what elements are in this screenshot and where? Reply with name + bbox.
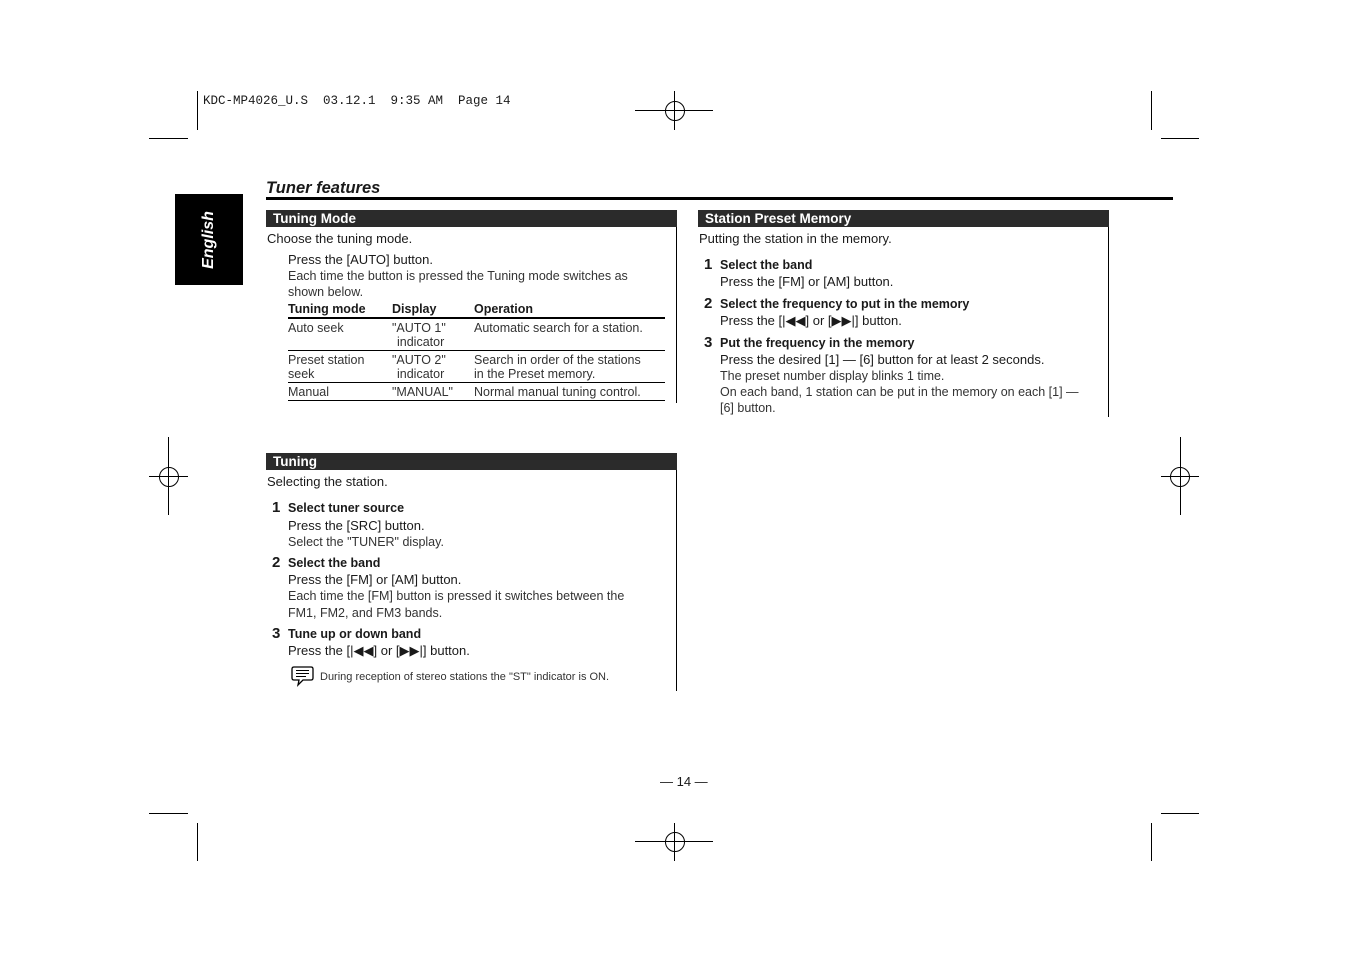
language-label: English (200, 210, 217, 269)
table-cell: Preset station seek (288, 351, 392, 383)
step-note: The preset number display blinks 1 time. (720, 369, 945, 383)
step-note: Each time the [FM] button is pressed it switches between the (288, 589, 625, 603)
step-title: Put the frequency in the memory (720, 336, 915, 350)
page-number: — 14 — (660, 774, 708, 789)
table-cell: Search in order of the stations in the Preset memory. (474, 351, 665, 383)
detail-line: Each time the button is pressed the Tuning mode switches as (288, 269, 628, 283)
step-number: 1 (704, 256, 713, 273)
table-cell: Auto seek (288, 318, 392, 351)
table-cell: "MANUAL" (392, 383, 474, 401)
page-title: Tuner features (266, 179, 381, 197)
table-header-row (288, 302, 665, 318)
table-cell: Normal manual tuning control. (474, 383, 665, 401)
section-intro: Putting the station in the memory. (699, 231, 892, 246)
section-rule (676, 470, 677, 691)
section-intro: Choose the tuning mode. (267, 231, 413, 246)
step-note: [6] button. (720, 401, 776, 415)
section-heading-tuning: Tuning (266, 453, 677, 470)
step-action: Press the [FM] or [AM] button. (720, 274, 894, 289)
table-row (288, 383, 665, 401)
step-title: Select tuner source (288, 501, 405, 515)
section-rule (676, 227, 677, 403)
section-heading-tuning-mode: Tuning Mode (266, 210, 677, 227)
section-heading-station-preset: Station Preset Memory (698, 210, 1109, 227)
step-title: Select the band (288, 556, 381, 570)
column-header: Tuning mode (288, 302, 392, 318)
step-action: Press the [FM] or [AM] button. (288, 572, 462, 587)
column-header: Operation (474, 302, 665, 318)
table-row (288, 351, 665, 383)
table-cell: "AUTO 2" indicator (392, 351, 474, 383)
step-action: Press the desired [1] — [6] button for at least 2 seconds. (720, 352, 1045, 367)
step-title: Select the band (720, 258, 813, 272)
step-number: 3 (704, 334, 713, 351)
step-number: 2 (272, 554, 281, 571)
step-number: 1 (272, 499, 281, 516)
section-rule (1108, 227, 1109, 417)
footnote: During reception of stereo stations the "ST" indicator is ON. (320, 671, 610, 683)
section-intro: Selecting the station. (267, 474, 388, 489)
step-action: Press the [|◀◀] or [▶▶|] button. (288, 643, 470, 658)
instruction: Press the [AUTO] button. (288, 252, 433, 267)
step-number: 2 (704, 295, 713, 312)
title-rule (266, 197, 1173, 200)
detail-line: shown below. (288, 285, 364, 299)
table-cell: Manual (288, 383, 392, 401)
step-action: Press the [|◀◀] or [▶▶|] button. (720, 313, 902, 328)
step-action: Press the [SRC] button. (288, 518, 425, 533)
step-title: Select the frequency to put in the memory (720, 297, 970, 311)
print-slug: KDC-MP4026_U.S 03.12.1 9:35 AM Page 14 (203, 94, 511, 108)
step-note: FM1, FM2, and FM3 bands. (288, 606, 443, 620)
step-title: Tune up or down band (288, 627, 422, 641)
column-header: Display (392, 302, 474, 318)
step-note: On each band, 1 station can be put in the memory on each [1] — (720, 385, 1079, 399)
note-icon (291, 665, 314, 687)
table-cell: "AUTO 1" indicator (392, 318, 474, 351)
step-note: Select the "TUNER" display. (288, 535, 444, 549)
tuning-mode-table (288, 302, 665, 401)
table-cell: Automatic search for a station. (474, 318, 665, 351)
language-tab (175, 194, 243, 285)
table-row (288, 318, 665, 351)
step-number: 3 (272, 625, 281, 642)
